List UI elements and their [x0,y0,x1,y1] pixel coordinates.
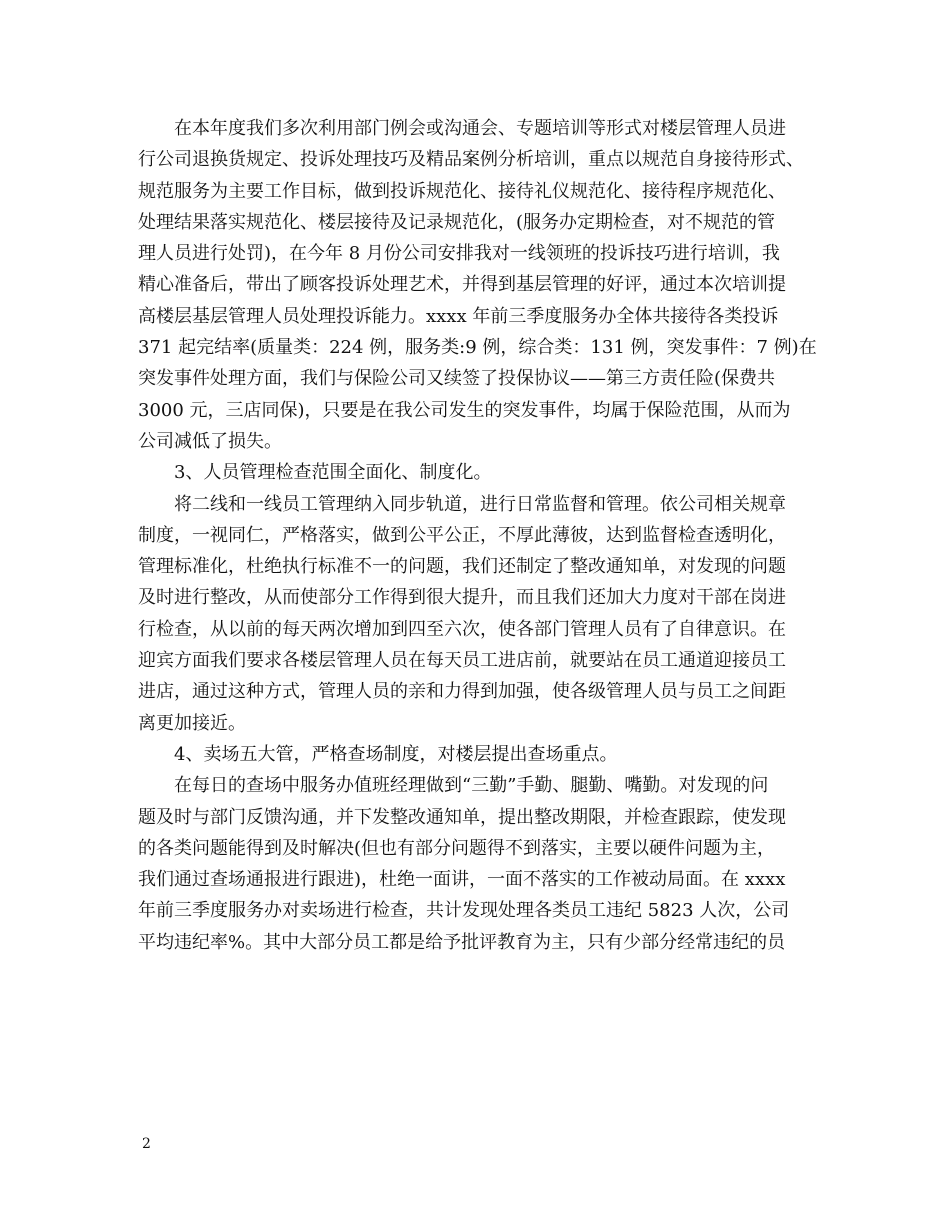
paragraph-line: 处理结果落实规范化、楼层接待及记录规范化，(服务办定期检查，对不规范的管 [138,211,776,233]
paragraph-line: 高楼层基层管理人员处理投诉能力。xxxx 年前三季度服务办全体共接待各类投诉 [138,305,779,327]
paragraph-line: 行公司退换货规定、投诉处理技巧及精品案例分析培训，重点以规范自身接待形式、 [138,149,804,171]
paragraph-line: 公司减低了损失。 [138,430,282,452]
paragraph-line: 题及时与部门反馈沟通，并下发整改通知单，提出整改期限，并检查跟踪，使发现 [138,806,786,828]
paragraph-line: 3000 元，三店同保)，只要是在我公司发生的突发事件，均属于保险范围，从而为 [138,399,791,421]
section-heading: 3、人员管理检查范围全面化、制度化。 [174,462,492,484]
paragraph-line: 理人员进行处罚)，在今年 8 月份公司安排我对一线领班的投诉技巧进行培训，我 [138,243,780,265]
paragraph-line: 及时进行整改，从而使部分工作得到很大提升，而且我们还加大力度对干部在岗进 [138,587,786,609]
paragraph-line: 在每日的查场中服务办值班经理做到“三勤”手勤、腿勤、嘴勤。对发现的问 [174,775,769,797]
paragraph-line: 精心准备后，带出了顾客投诉处理艺术，并得到基层管理的好评，通过本次培训提 [138,274,786,296]
paragraph-line: 平均违纪率%。其中大部分员工都是给予批评教育为主，只有少部分经常违纪的员 [138,931,786,953]
paragraph-line: 管理标准化，杜绝执行标准不一的问题，我们还制定了整改通知单，对发现的问题 [138,556,786,578]
paragraph-line: 在本年度我们多次利用部门例会或沟通会、专题培训等形式对楼层管理人员进 [174,118,786,139]
paragraph-line: 迎宾方面我们要求各楼层管理人员在每天员工进店前，就要站在员工通道迎接员工 [138,650,786,672]
paragraph-line: 371 起完结率(质量类：224 例，服务类:9 例，综合类：131 例，突发事件：7 例)在 [138,337,817,359]
paragraph-line: 突发事件处理方面，我们与保险公司又续签了投保协议——第三方责任险(保费共 [138,368,776,390]
paragraph-line: 年前三季度服务办对卖场进行检查，共计发现处理各类员工违纪 5823 人次，公司 [138,900,790,922]
paragraph-line: 我们通过查场通报进行跟进)，杜绝一面讲，一面不落实的工作被动局面。在 xxxx [138,869,786,891]
section-heading: 4、卖场五大管，严格查场制度，对楼层提出查场重点。 [174,743,618,765]
paragraph-line: 将二线和一线员工管理纳入同步轨道，进行日常监督和管理。依公司相关规章 [174,493,786,515]
paragraph-line: 规范服务为主要工作目标，做到投诉规范化、接待礼仪规范化、接待程序规范化、 [138,180,786,202]
paragraph-line: 进店，通过这种方式，管理人员的亲和力得到加强，使各级管理人员与员工之间距 [138,681,786,703]
paragraph-line: 离更加接近。 [138,712,246,734]
paragraph-line: 制度，一视同仁，严格落实，做到公平公正，不厚此薄彼，达到监督检查透明化， [138,524,786,546]
paragraph-line: 行检查，从以前的每天两次增加到四至六次，使各部门管理人员有了自律意识。在 [138,618,786,640]
document-body [138,113,828,958]
page-number: 2 [142,1136,151,1152]
paragraph-line: 的各类问题能得到及时解决(但也有部分问题得不到落实，主要以硬件问题为主， [138,837,776,859]
